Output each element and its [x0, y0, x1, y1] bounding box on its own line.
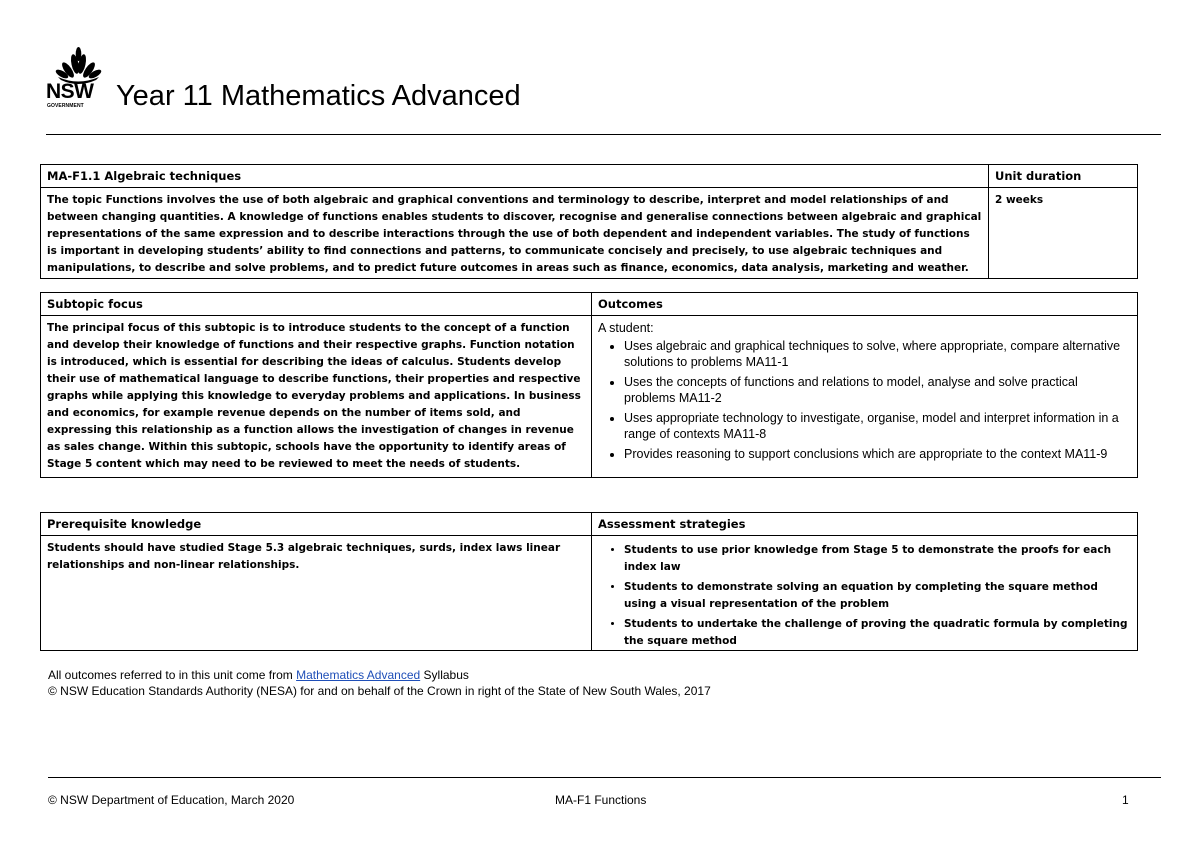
- outcome-item: • Provides reasoning to support conclusions which are appropriate to the context MA11-9: [624, 446, 1131, 462]
- unit-duration-value: 2 weeks: [989, 188, 1138, 279]
- prerequisite-heading: Prerequisite knowledge: [41, 513, 592, 536]
- outcomes-heading: Outcomes: [592, 293, 1138, 316]
- header-divider: [46, 134, 1161, 135]
- outcomes-intro: A student:: [598, 321, 654, 335]
- outcomes-list: [598, 338, 1131, 462]
- prerequisite-assessment-table: [40, 512, 1138, 651]
- footer-left: © NSW Department of Education, March 2020: [48, 793, 295, 807]
- logo-nsw-text: NSW: [46, 80, 94, 103]
- subtopic-heading: Subtopic focus: [41, 293, 592, 316]
- syllabus-note: [48, 667, 711, 683]
- page-title: Year 11 Mathematics Advanced: [116, 80, 521, 112]
- footer-divider: [48, 777, 1161, 778]
- unit-duration-heading: Unit duration: [989, 165, 1138, 188]
- unit-heading: MA-F1.1 Algebraic techniques: [41, 165, 989, 188]
- outcomes-cell: [592, 316, 1138, 478]
- unit-table: [40, 164, 1138, 279]
- syllabus-note-suffix: Syllabus: [420, 668, 469, 682]
- assessment-item: • Students to use prior knowledge from Stage 5 to demonstrate the proofs for each index law: [624, 542, 1131, 576]
- assessment-list: [598, 542, 1131, 650]
- page-number: 1: [1122, 793, 1129, 807]
- prerequisite-text: Students should have studied Stage 5.3 algebraic techniques, surds, index laws linear relationships and non-linear relationships.: [41, 536, 592, 651]
- logo-government-text: GOVERNMENT: [47, 103, 84, 109]
- assessment-cell: [592, 536, 1138, 651]
- syllabus-note-prefix: All outcomes referred to in this unit come from: [48, 668, 297, 682]
- subtopic-outcomes-table: [40, 292, 1138, 478]
- assessment-item: • Students to undertake the challenge of proving the quadratic formula by completing the square method: [624, 616, 1131, 650]
- outcome-item: • Uses algebraic and graphical techniques to solve, where appropriate, compare alternative solutions to problems MA11-1: [624, 338, 1131, 370]
- source-notes: [48, 667, 711, 699]
- subtopic-text: The principal focus of this subtopic is to introduce students to the concept of a function and develop their knowledge of functions and their respective graphs. Function notation is introduced, which is essential for describing the ideas of calculus. Students develop their use of mathematical language to describe functions, their properties and respective graphs while applying this knowledge to everyday problems and applications. In business and economics, for example revenue depends on the number of items sold, and expressing this relationship as a function allows the investigation of changes in revenue as sales change. Within this subtopic, schools have the opportunity to identify areas of Stage 5 content which may need to be reviewed to meet the needs of students.: [41, 316, 592, 478]
- syllabus-link[interactable]: Mathematics Advanced: [296, 668, 421, 682]
- assessment-heading: Assessment strategies: [592, 513, 1138, 536]
- page-header: [46, 46, 1161, 136]
- outcome-item: • Uses the concepts of functions and relations to model, analyse and solve practical problems MA11-2: [624, 374, 1131, 406]
- footer-center: MA-F1 Functions: [555, 793, 647, 807]
- assessment-item: • Students to demonstrate solving an equation by completing the square method using a visual representation of the problem: [624, 579, 1131, 613]
- copyright-note: © NSW Education Standards Authority (NESA) for and on behalf of the Crown in right of the State of New South Wales, 2017: [48, 684, 711, 698]
- outcome-item: • Uses appropriate technology to investigate, organise, model and interpret information in a range of contexts MA11-8: [624, 410, 1131, 442]
- unit-description: The topic Functions involves the use of both algebraic and graphical conventions and terminology to describe, interpret and model relationships of and between changing quantities. A knowledge of functions enables students to discover, recognise and generalise connections between algebraic and graphical representations of the same expression and to describe interactions through the use of both dependent and independent variables. The study of functions is important in developing students’ ability to find connections and patterns, to communicate concisely and precisely, to use algebraic techniques and manipulations, to describe and solve problems, and to predict future outcomes in areas such as finance, economics, data analysis, marketing and weather.: [41, 188, 989, 279]
